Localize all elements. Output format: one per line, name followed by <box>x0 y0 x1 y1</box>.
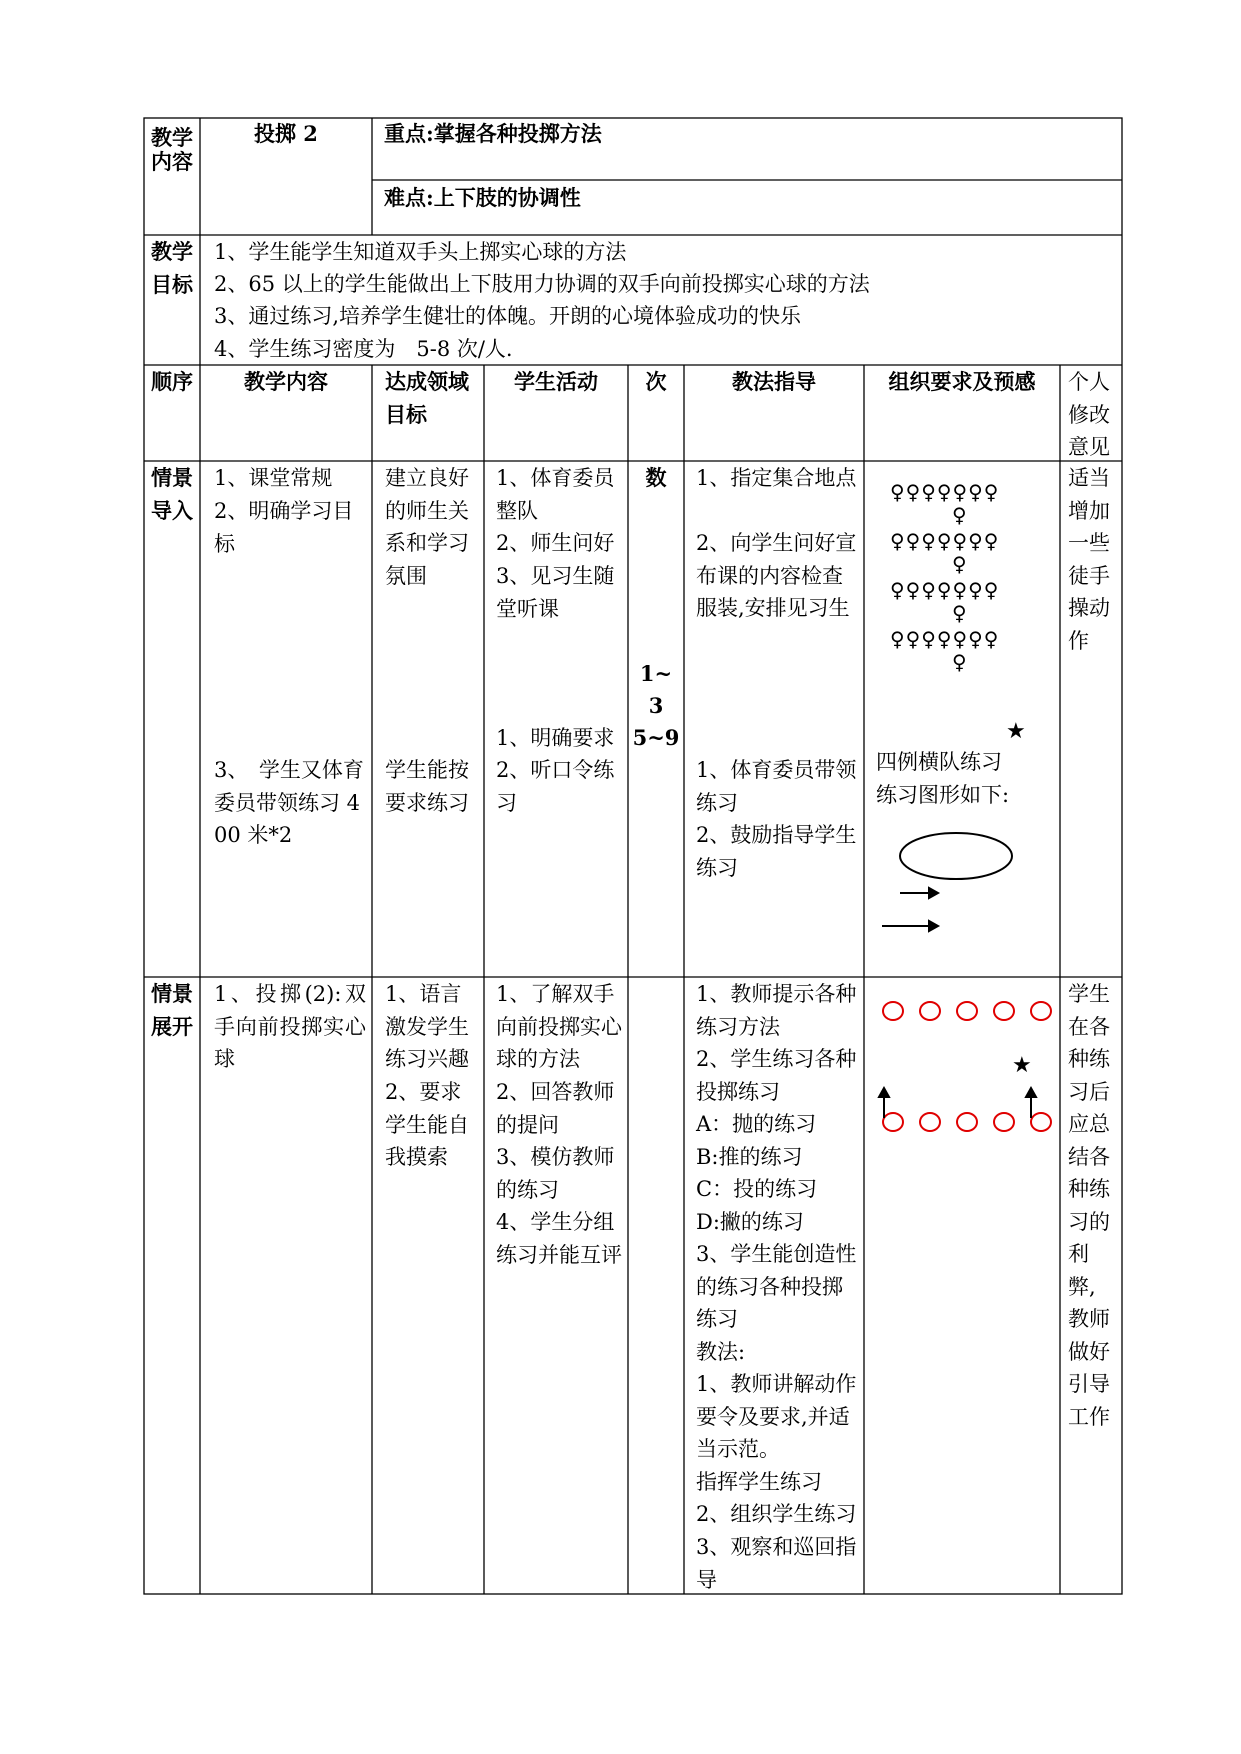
student-circle-icon <box>883 1113 903 1131</box>
row1-activity: 3、见习生随堂听课 <box>496 564 615 621</box>
row2-guide: 3、观察和巡回指导 <box>696 1535 857 1592</box>
student-circle-icon <box>994 1113 1014 1131</box>
formation-leader: ♀ <box>952 552 967 576</box>
col-header-content: 教学内容 <box>244 369 328 394</box>
objective-line: 3、通过练习,培养学生健壮的体魄。开朗的心境体验成功的快乐 <box>214 304 802 328</box>
row1-activity: 1、明确要求 <box>496 726 615 750</box>
content-header-label: 教学内容 <box>151 125 193 174</box>
row2-guide: 1、教师提示各种练习方法 <box>696 982 857 1039</box>
row2-guide: 1、教师讲解动作要令及要求,并适当示范。 <box>696 1372 857 1461</box>
row1-count: 3 <box>648 693 664 718</box>
row1-activity: 1、体育委员整队 <box>496 466 615 523</box>
student-circle-icon <box>883 1002 903 1020</box>
row2-guide: 2、组织学生练习 <box>696 1502 857 1526</box>
row2-goal: 1、语言激发学生练习兴趣 <box>385 982 469 1071</box>
student-circle-icon <box>1031 1113 1051 1131</box>
col-header-count: 次 <box>645 369 667 394</box>
formation-row: ♀♀♀♀♀♀♀ <box>890 578 1000 602</box>
row1-activity: 2、听口令练习 <box>496 758 615 815</box>
objective-line: 1、学生能学生知道双手头上掷实心球的方法 <box>214 240 627 264</box>
row1-guide: 2、向学生问好宣布课的内容检查服装,安排见习生 <box>696 531 857 620</box>
row1-guide: 2、鼓励指导学生练习 <box>696 823 857 880</box>
up-arrow-icon <box>1026 1088 1036 1118</box>
row1-content-item: 3、 学生又体育委员带领练习 400 米*2 <box>214 758 364 847</box>
student-circle-icon <box>920 1002 940 1020</box>
org-text: 四例横队练习 <box>876 750 1002 774</box>
row2-guide: D:撇的练习 <box>696 1210 804 1234</box>
col-header-guide: 教法指导 <box>732 369 816 394</box>
row1-count: 5~9 <box>632 725 680 750</box>
formation-row: ♀♀♀♀♀♀♀ <box>890 627 1000 651</box>
formation-leader: ♀ <box>952 503 967 527</box>
row2-guide: A：抛的练习 <box>696 1112 817 1136</box>
row1-opinion: 适当增加一些徒手操动作 <box>1068 466 1110 653</box>
row2-guide: 3、学生能创造性的练习各种投掷练习 <box>696 1242 857 1331</box>
row2-guide: 2、学生练习各种投掷练习 <box>696 1047 857 1104</box>
col-header-org: 组织要求及预感 <box>888 369 1036 394</box>
row2-guide: 教法: <box>696 1340 746 1364</box>
row1-content-item: 1、课堂常规 <box>214 466 333 490</box>
row2-activity: 3、模仿教师的练习 <box>496 1145 615 1202</box>
row2-order-label: 情景展开 <box>151 981 193 1039</box>
row2-guide: 指挥学生练习 <box>696 1470 822 1494</box>
formation-row: ♀♀♀♀♀♀♀ <box>890 529 1000 553</box>
row2-activity: 2、回答教师的提问 <box>496 1080 615 1137</box>
teacher-star-icon: ★ <box>1012 1053 1032 1078</box>
objective-line: 4、学生练习密度为 5-8 次/人. <box>214 337 513 361</box>
row1-order-label: 情景导入 <box>151 465 193 523</box>
lesson-topic: 投掷 2 <box>254 121 318 146</box>
student-circle-icon <box>920 1113 940 1131</box>
col-header-order: 顺序 <box>151 369 193 394</box>
student-circle-icon <box>957 1113 977 1131</box>
student-circle-icon <box>1031 1002 1051 1020</box>
row2-activity: 4、学生分组练习并能互评 <box>496 1210 622 1267</box>
student-circle-icon <box>957 1002 977 1020</box>
org-text: 练习图形如下: <box>876 783 1010 807</box>
row2-opinion: 学生在各种练习后应总结各种练习的利弊,教师做好引导工作 <box>1068 982 1110 1429</box>
row1-goal: 学生能按要求练习 <box>385 758 469 815</box>
row1-guide: 1、体育委员带领练习 <box>696 758 857 815</box>
objectives-label: 教学目标 <box>151 239 193 297</box>
row1-count: 1~ <box>639 661 673 686</box>
student-circle-icon <box>994 1002 1014 1020</box>
row1-guide: 1、指定集合地点 <box>696 466 857 490</box>
objective-line: 2、65 以上的学生能做出上下肢用力协调的双手向前投掷实心球的方法 <box>214 272 870 296</box>
col-header-activity: 学生活动 <box>514 369 598 394</box>
row2-guide: C：投的练习 <box>696 1177 818 1201</box>
row1-content-item: 2、明确学习目标 <box>214 499 354 556</box>
teacher-star-icon: ★ <box>1006 719 1026 744</box>
row2-content: 1、投掷(2):双手向前投掷实心球 <box>214 982 366 1071</box>
formation-leader: ♀ <box>952 650 967 674</box>
key-point: 重点:掌握各种投掷方法 <box>384 121 602 146</box>
row1-goal: 建立良好的师生关系和学习氛围 <box>385 466 469 588</box>
row2-activity: 1、了解双手向前投掷实心球的方法 <box>496 982 622 1071</box>
col-header-opinion: 个人修改意见 <box>1068 370 1110 459</box>
row2-guide: B:推的练习 <box>696 1145 803 1169</box>
col-header-goal: 达成领域目标 <box>385 369 469 427</box>
row1-count: 数 <box>645 465 667 490</box>
formation-leader: ♀ <box>952 601 967 625</box>
formation-row: ♀♀♀♀♀♀♀ <box>890 480 1000 504</box>
row2-goal: 2、要求学生能自我摸索 <box>385 1080 469 1169</box>
row1-activity: 2、师生问好 <box>496 531 615 555</box>
difficulty-point: 难点:上下肢的协调性 <box>384 185 581 210</box>
